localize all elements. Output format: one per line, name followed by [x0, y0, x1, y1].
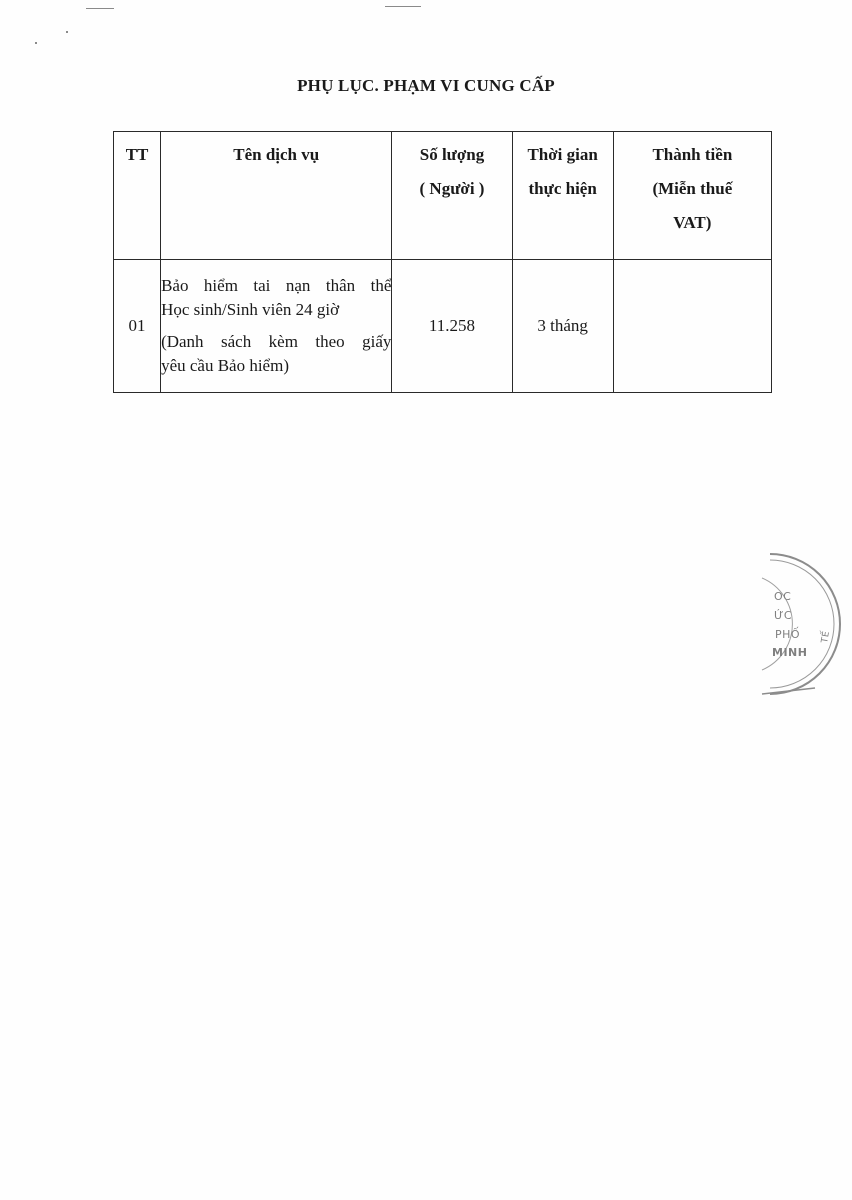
service-name-line: Bảo hiểm tai nạn thân thể: [161, 276, 392, 295]
scan-artifact: [385, 6, 421, 7]
seal-text: ỨC: [774, 609, 793, 622]
cell-quantity: 11.258: [392, 260, 512, 393]
service-note-line: yêu cầu Bảo hiểm): [161, 356, 289, 375]
table-row: [114, 260, 772, 393]
scope-table: [113, 131, 772, 393]
header-amount: Thành tiền (Miễn thuế VAT): [613, 132, 771, 260]
scan-artifact: [35, 42, 37, 44]
cell-duration: 3 tháng: [512, 260, 613, 393]
scan-artifact: [66, 31, 68, 33]
seal-text: OC: [774, 590, 792, 603]
table-header-row: [114, 132, 772, 260]
official-seal-stamp: [740, 548, 850, 703]
service-note-line: (Danh sách kèm theo giấy: [161, 332, 392, 351]
cell-amount: [613, 260, 771, 393]
seal-text: PHỐ: [775, 628, 801, 641]
header-duration: Thời gian thực hiện: [512, 132, 613, 260]
seal-text: MINH: [772, 646, 808, 659]
cell-service-name: [161, 260, 392, 393]
seal-text: TẾ: [820, 630, 833, 644]
header-service-name: Tên dịch vụ: [161, 132, 392, 260]
service-name-line: Học sinh/Sinh viên 24 giờ: [161, 300, 340, 319]
cell-tt: 01: [114, 260, 161, 393]
header-tt: TT: [114, 132, 161, 260]
scan-artifact: [86, 8, 114, 9]
seal-ring-graphic: [740, 548, 850, 703]
header-quantity: Số lượng ( Người ): [392, 132, 512, 260]
page-title: PHỤ LỤC. PHẠM VI CUNG CẤP: [297, 76, 555, 95]
